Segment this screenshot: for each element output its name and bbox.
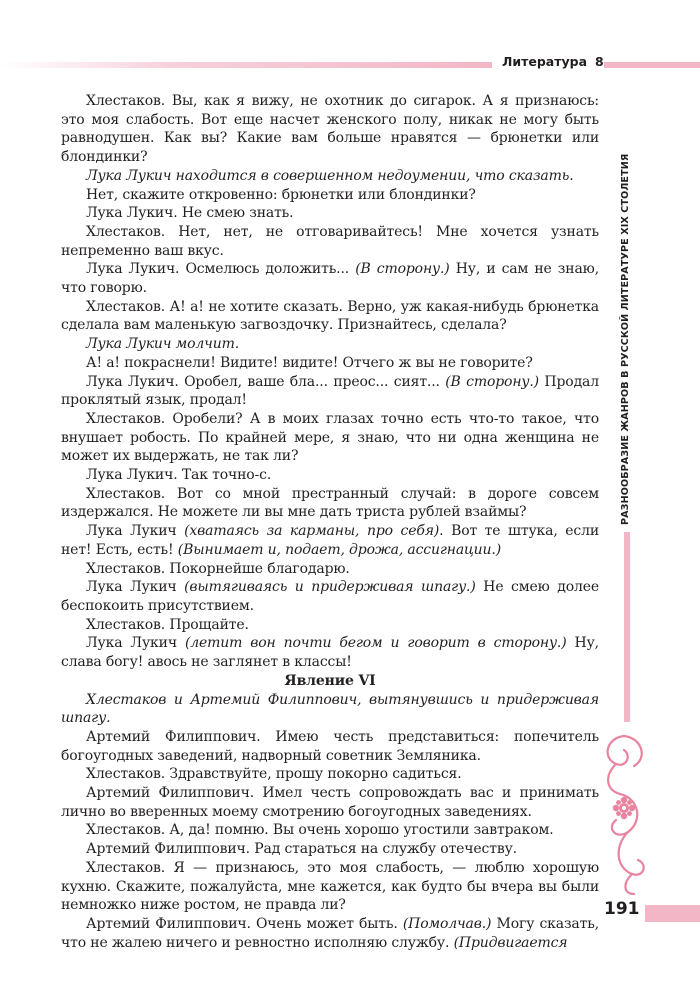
paragraph <box>61 466 599 485</box>
paragraph <box>61 186 599 205</box>
stage-direction: (хватаясь за карманы, про себя) <box>184 523 440 540</box>
text-run: Лука Лукич. Осмелюсь доложить... <box>86 261 356 278</box>
text-run: Хлестаков. А, да! помню. Вы очень хорошо угостили завтраком. <box>86 822 554 839</box>
text-run: Хлестаков. Нет, нет, не отговаривайтесь! Мне хочется узнать непременно ваш вкус. <box>61 223 599 259</box>
paragraph <box>61 223 599 260</box>
paragraph <box>61 634 599 671</box>
running-header <box>502 54 604 69</box>
text-run: А! а! покраснели! Видите! видите! Отчего ж вы не говорите? <box>86 354 533 371</box>
paragraph <box>61 354 599 373</box>
header-decor-bar-right <box>604 62 700 68</box>
stage-direction: (вытягиваясь и придерживая шпагу.) <box>184 579 476 596</box>
text-run: Ну, слава богу! авось не заглянет в классы! <box>61 635 599 671</box>
text-run: Хлестаков. Вот со мной престранный случай: в дороге совсем издержался. Не можете ли вы мне дать триста рублей взаймы? <box>61 485 599 521</box>
paragraph <box>61 859 599 915</box>
text-run: Хлестаков. Вы, как я вижу, не охотник до сигарок. А я признаюсь: это моя слабость. Вот еще насчет женского полу, никак не могу быть равнодушен. Как вы? Какие вам больше нравятся — брюнетки или блондинки? <box>61 93 599 166</box>
paragraph <box>61 167 599 186</box>
text-run: Ну, и сам не знаю, что говорю. <box>61 261 600 297</box>
paragraph <box>61 335 599 354</box>
text-run: Артемий Филиппович. Очень может быть. <box>86 915 403 932</box>
paragraph <box>61 260 599 297</box>
stage-direction: Лука Лукич молчит. <box>86 336 240 353</box>
stage-direction: (В сторону.) <box>355 261 450 278</box>
text-run: Хлестаков. Я — признаюсь, это моя слабость, — люблю хорошую кухню. Скажите, пожалуйста, мне кажется, как будто бы вчера вы были немножко ниже ростом, не правда ли? <box>61 859 599 914</box>
text-run: Хлестаков. Прощайте. <box>86 616 249 633</box>
paragraph <box>61 522 599 559</box>
paragraph <box>61 560 599 579</box>
text-run: Хлестаков. Здравствуйте, прошу покорно садиться. <box>86 766 462 783</box>
page-number-decor-bar <box>645 905 700 922</box>
paragraph <box>61 204 599 223</box>
paragraph <box>61 784 599 821</box>
paragraph <box>61 298 599 335</box>
stage-direction: (Придвигается <box>453 934 568 951</box>
text-run: Лука Лукич <box>86 635 185 652</box>
text-run: Артемий Филиппович. Рад стараться на службу отечеству. <box>86 841 517 858</box>
text-run: Явление VI <box>284 672 376 689</box>
stage-direction: (В сторону.) <box>445 373 539 390</box>
paragraph <box>61 92 599 167</box>
stage-direction: Лука Лукич находится в совершенном недоумении, что сказать. <box>86 167 574 184</box>
page-number: 191 <box>604 899 640 919</box>
header-grade: 8 <box>595 54 604 69</box>
stage-direction: (Помолчав.) <box>402 915 492 932</box>
page-body-text <box>61 92 599 952</box>
paragraph <box>61 691 599 728</box>
floral-ornament-icon <box>594 728 654 898</box>
text-run: Хлестаков. Оробели? А в моих глазах точно есть что-то такое, что внушает робость. По крайней мере, я знаю, что ни одна женщина не может их выдержать, не так ли? <box>61 410 599 465</box>
scene-heading <box>61 672 599 691</box>
text-run: Не смею долее беспокоить присутствием. <box>61 579 599 614</box>
paragraph <box>61 485 599 522</box>
paragraph <box>61 616 599 635</box>
header-subject: Литература <box>502 54 588 69</box>
paragraph <box>61 765 599 784</box>
stage-direction: (летит вон почти бегом и говорит в сторону.) <box>184 635 567 652</box>
paragraph <box>61 915 599 952</box>
side-decor-bar <box>624 532 630 722</box>
text-run: Артемий Филиппович. Имел честь сопровождать вас и принимать лично во вверенных моему смотрению богоугодных заведениях. <box>61 785 599 820</box>
header-decor-bar-left <box>0 62 492 68</box>
text-run: Могу сказать, что не жалею ничего и ревностно исполняю службу. <box>61 915 599 951</box>
paragraph <box>61 373 599 410</box>
text-run: Продал проклятый язык, продал! <box>61 373 599 409</box>
paragraph <box>61 840 599 859</box>
stage-direction: Хлестаков и Артемий Филиппович, вытянувшись и придерживая шпагу. <box>61 691 599 727</box>
paragraph <box>61 410 599 466</box>
section-side-label: РАЗНООБРАЗИЕ ЖАНРОВ В РУССКОЙ ЛИТЕРАТУРЕ XIX СТОЛЕТИЯ <box>620 153 631 525</box>
text-run: Нет, скажите откровенно: брюнетки или блондинки? <box>86 186 476 203</box>
text-run: Артемий Филиппович. Имею честь представиться: попечитель богоугодных заведений, надворный советник Земляника. <box>61 728 599 764</box>
text-run: Лука Лукич. Так точно-с. <box>86 467 272 484</box>
text-run: . Вот те штука, если нет! Есть, есть! <box>61 523 599 558</box>
text-run: Лука Лукич. Оробел, ваше бла... преос... сият... <box>86 373 446 390</box>
stage-direction: (Вынимает и, подает, дрожа, ассигнации.) <box>177 541 502 558</box>
paragraph <box>61 578 599 615</box>
text-run: Лука Лукич. Не смею знать. <box>86 205 294 222</box>
text-run: Хлестаков. А! а! не хотите сказать. Верно, уж какая-нибудь брюнетка сделала вам маленькую загвоздочку. Признайтесь, сделала? <box>61 298 599 334</box>
paragraph <box>61 821 599 840</box>
text-run: Хлестаков. Покорнейше благодарю. <box>86 560 350 577</box>
text-run: Лука Лукич <box>86 579 185 596</box>
paragraph <box>61 728 599 765</box>
text-run: Лука Лукич <box>86 523 185 540</box>
